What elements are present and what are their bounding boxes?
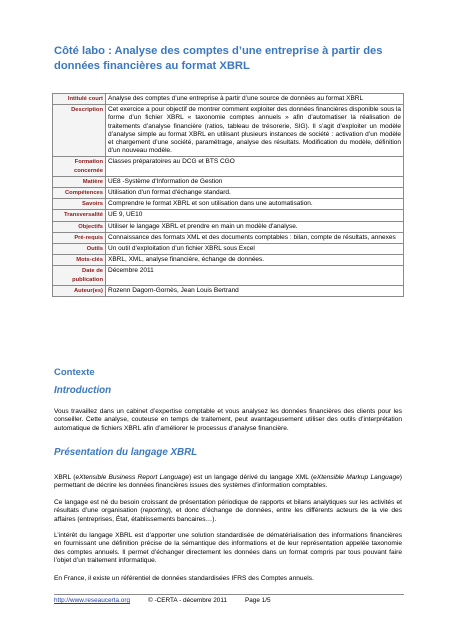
footer-copyright: © -CERTA - décembre 2011 <box>148 597 227 604</box>
metadata-row <box>53 94 404 105</box>
metadata-label: Compétences <box>53 188 106 199</box>
metadata-label: Matière <box>53 176 106 187</box>
metadata-label: Mots-clés <box>53 255 106 266</box>
metadata-row <box>53 255 404 266</box>
metadata-label: Description <box>53 105 106 157</box>
metadata-label: Formation concernée <box>53 157 106 176</box>
section-heading-presentation: Présentation du langage XBRL <box>54 447 198 458</box>
footer-page-number: Page 1/5 <box>244 597 271 604</box>
metadata-value: Utiliser le langage XBRL et prendre en main un modèle d'analyse. <box>106 221 404 232</box>
section-heading-contexte: Contexte <box>54 367 95 378</box>
metadata-row <box>53 210 404 221</box>
metadata-label: Outils <box>53 244 106 255</box>
metadata-row <box>53 157 404 176</box>
metadata-label: Transversalité <box>53 210 106 221</box>
metadata-value: Cet exercice a pour objectif de montrer comment exploiter des données financières disponible sous la forme d’un fichier XBRL « taxonomie comptes annuels » afin d’automatiser la réalisation de traitements d’analyse financière (ratios, tableau de trésorerie, SIG). Il s’agit d’exploiter un modèle d’analyse simple au format XBRL en utilisant plusieurs instances de société : activation d’un modèle et chargement d’une société, paramétrage, analyse des résultats. Modification du modèle, définition d’un nouveau modèle. <box>106 105 404 157</box>
document-title: Côté labo : Analyse des comptes d’une entreprise à partir des données financières au format XBRL <box>54 45 383 72</box>
metadata-label: Intitulé court <box>53 94 106 105</box>
introduction-paragraph: Vous travaillez dans un cabinet d’expertise comptable et vous analysez les données financières des clients pour les conseiller. Cette analyse, couteuse en temps de traitement, peut avantageusement utiliser des outils d’interprétation automatique de fichiers XBRL afin d’améliorer le processus d’analyse financière. <box>54 408 402 432</box>
metadata-value: Utilisation d'un format d'échange standard. <box>106 188 404 199</box>
xbrl-paragraph-3: L’intérêt du langage XBRL est d’apporter une solution standardisée de dématérialisation des informations financières en fournissant une définition précise de la sémantique des informations et de leur représentation appelée taxonomie des comptes annuels. Il permet d’échanger directement les données dans un format compris par tous pouvant faire l’objet d’un traitement informatique. <box>54 532 402 564</box>
metadata-label: Auteur(es) <box>53 285 106 296</box>
footer-url-link[interactable]: http://www.reseaucerta.org <box>54 597 131 604</box>
metadata-row <box>53 221 404 232</box>
metadata-row <box>53 232 404 243</box>
metadata-row <box>53 176 404 187</box>
metadata-row <box>53 188 404 199</box>
metadata-row <box>53 199 404 210</box>
metadata-value: Comprendre le format XBRL et son utilisation dans une automatisation. <box>106 199 404 210</box>
page-footer <box>54 594 404 604</box>
xbrl-paragraph-4: En France, il existe un référentiel de données standardisées IFRS des Comptes annuels. <box>54 575 314 582</box>
metadata-value: Analyse des comptes d’une entreprise à partir d’une source de données au format XBRL <box>106 94 404 105</box>
metadata-row <box>53 266 404 285</box>
metadata-value: Rozenn Dagorn-Gornès, Jean Louis Bertrand <box>106 285 404 296</box>
metadata-value: UE 9, UE10 <box>106 210 404 221</box>
metadata-row <box>53 105 404 157</box>
metadata-label: Objectifs <box>53 221 106 232</box>
metadata-label: Pré-requis <box>53 232 106 243</box>
xbrl-paragraph-1: XBRL (eXtensible Business Report Language) est un langage dérivé du langage XML (eXtensible Markup Language) permettant de décrire les données financières issues des systèmes d’information comptables. <box>54 474 402 490</box>
metadata-row <box>53 244 404 255</box>
metadata-value: UE8 -Système d'Information de Gestion <box>106 176 404 187</box>
metadata-label: Savoirs <box>53 199 106 210</box>
metadata-table <box>52 93 404 297</box>
metadata-value: Décembre 2011 <box>106 266 404 285</box>
metadata-row <box>53 285 404 296</box>
xbrl-paragraph-2: Ce langage est né du besoin croissant de présentation périodique de rapports et bilans analytiques sur les activités et résultats d’une organisation (reporting), et donc d’échange de données, entre les différents acteurs de la vie des affaires (entreprises, État, établissements bancaires…). <box>54 499 402 523</box>
metadata-value: Un outil d’exploitation d’un fichier XBRL sous Excel <box>106 244 404 255</box>
section-heading-introduction: Introduction <box>54 385 112 396</box>
metadata-value: Classes préparatoires au DCG et BTS CGO <box>106 157 404 176</box>
metadata-value: Connaissance des formats XML et des documents comptables : bilan, compte de résultats, annexes <box>106 232 404 243</box>
metadata-label: Date de publication <box>53 266 106 285</box>
metadata-value: XBRL, XML, analyse financière, échange de données. <box>106 255 404 266</box>
